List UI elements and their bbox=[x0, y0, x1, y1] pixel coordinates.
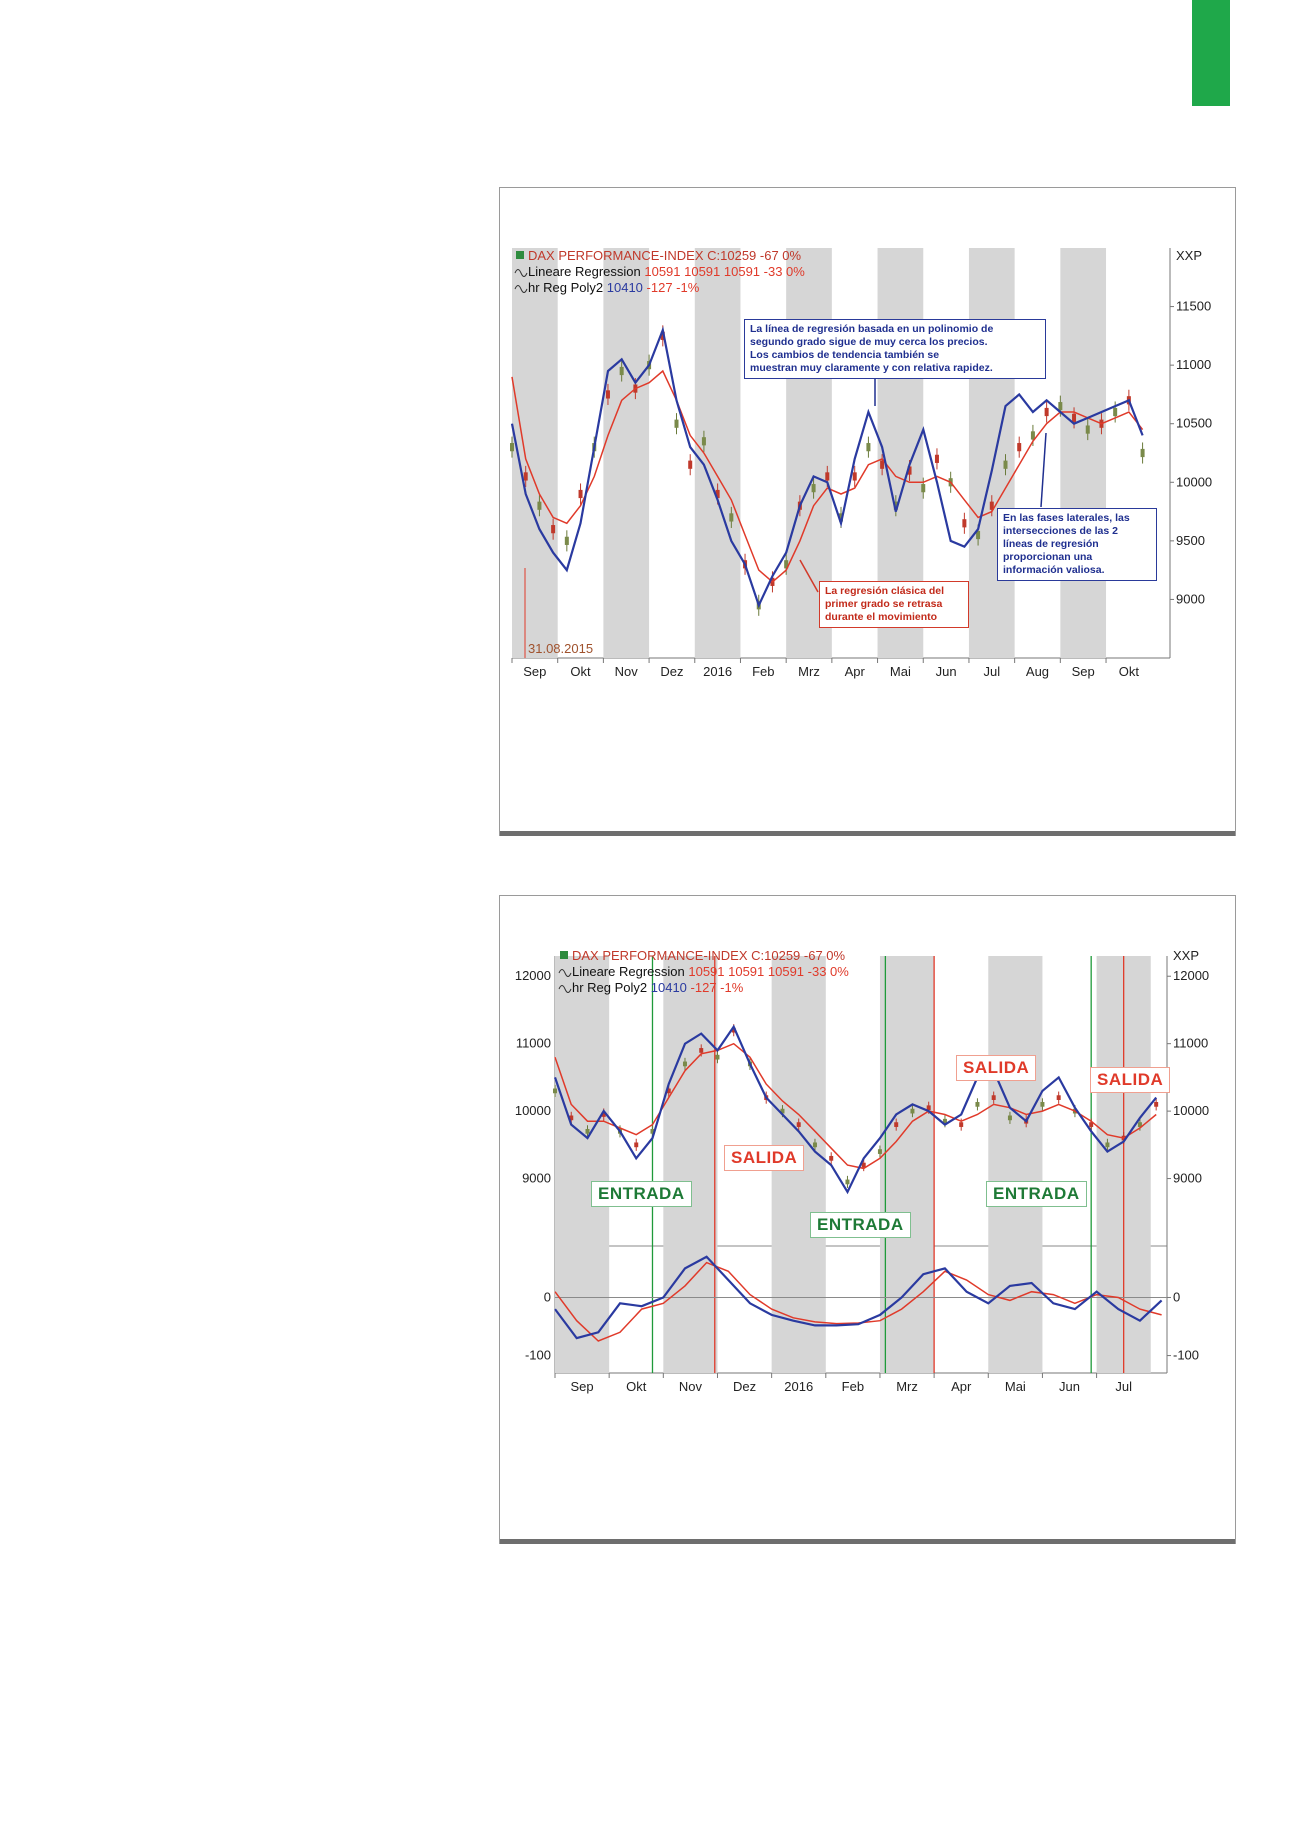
chart2-legend-row bbox=[572, 948, 846, 963]
chart1-price-body bbox=[565, 537, 569, 545]
chart2-price-body bbox=[910, 1109, 914, 1114]
chart1-ytick-label: 10500 bbox=[1176, 415, 1213, 431]
chart2-price-body bbox=[845, 1180, 849, 1185]
annotation-linear-line-2: primer grado se retrasa bbox=[825, 598, 943, 610]
chart1-price-body bbox=[510, 443, 514, 451]
chart1-legend-name: Lineare Regression bbox=[528, 264, 645, 279]
chart1-shade-band bbox=[969, 248, 1015, 658]
chart1-ytick-label: 9000 bbox=[1176, 591, 1205, 607]
chart2-ytick-label-left: 11000 bbox=[515, 1035, 551, 1051]
chart1-legend-swatch-price bbox=[516, 251, 524, 259]
chart2-ytick-label: 9000 bbox=[1173, 1170, 1202, 1186]
chart1-xtick-label: Mrz bbox=[798, 664, 820, 679]
panel-2-bottom-rule bbox=[500, 1539, 1235, 1544]
chart2-price-body bbox=[959, 1122, 963, 1127]
chart1-shade-band bbox=[1060, 248, 1106, 658]
chart1-legend-values: C:10259 -67 0% bbox=[707, 248, 802, 263]
chart2-ytick-label: 12000 bbox=[1173, 968, 1210, 984]
chart1-shade-band bbox=[603, 248, 649, 658]
chart2-legend-name: hr Reg Poly2 bbox=[572, 980, 651, 995]
chart2-osc-xtick-label: Nov bbox=[678, 1379, 702, 1394]
chart1-price-body bbox=[1086, 425, 1090, 433]
chart1-legend-values2: -127 -1% bbox=[646, 280, 700, 295]
chart1-xtick-label: Nov bbox=[614, 664, 638, 679]
chart2-legend-values: 10410 bbox=[650, 980, 691, 995]
chart2-legend-values: 10591 10591 10591 -33 0% bbox=[688, 964, 849, 979]
chart2-ytick-label: 10000 bbox=[1173, 1103, 1210, 1119]
chart1-price-body bbox=[606, 390, 610, 398]
chart1-xtick-label: Feb bbox=[752, 664, 775, 679]
chart1-price-body bbox=[962, 519, 966, 527]
chart2-ytick-label-left: 10000 bbox=[514, 1103, 551, 1119]
chart1-legend-row bbox=[528, 264, 805, 279]
chart1-ytick-label: 10000 bbox=[1176, 474, 1213, 490]
chart1-price-body bbox=[921, 484, 925, 492]
chart2-shade-band bbox=[555, 956, 609, 1373]
chart2-legend-name: Lineare Regression bbox=[572, 964, 689, 979]
chart1-legend-row bbox=[528, 280, 700, 295]
chart2-legend-values: C:10259 -67 0% bbox=[751, 948, 846, 963]
chart1-price-body bbox=[1045, 408, 1049, 416]
chart1-price-body bbox=[812, 484, 816, 492]
chart2-osc-xtick-label: Dez bbox=[732, 1379, 757, 1394]
chart1-legend-name: DAX PERFORMANCE-INDEX bbox=[528, 248, 708, 263]
chart2-legend-name: DAX PERFORMANCE-INDEX bbox=[572, 948, 752, 963]
chart1-price-body bbox=[1017, 443, 1021, 451]
chart2-osc-xtick-label: Mai bbox=[1004, 1379, 1026, 1394]
section-tab bbox=[1192, 0, 1230, 106]
chart1-legend-values: 10591 10591 10591 -33 0% bbox=[644, 264, 805, 279]
chart1-price-body bbox=[935, 455, 939, 463]
chart2-price-body bbox=[683, 1062, 687, 1067]
chart2-legend-swatch-price bbox=[560, 951, 568, 959]
chart1-price-body bbox=[688, 461, 692, 469]
chart1-price-body bbox=[1058, 402, 1062, 410]
chart2-series-linear bbox=[555, 1044, 1156, 1169]
chart2-osc-xtick-label: Mrz bbox=[896, 1379, 918, 1394]
chart2-price-body bbox=[894, 1122, 898, 1127]
chart1-price-body bbox=[524, 472, 528, 480]
chart2-osc-xtick-label: 2016 bbox=[784, 1379, 814, 1394]
chart1-shade-band bbox=[512, 248, 558, 658]
chart1-xtick-label: Dez bbox=[660, 664, 684, 679]
chart1-price-body bbox=[866, 443, 870, 451]
chart2-osc-xtick-label: Jul bbox=[1115, 1379, 1132, 1394]
chart2-legend-row bbox=[572, 980, 744, 995]
chart1-xtick-label: Jul bbox=[983, 664, 1001, 679]
entrada-label-1: ENTRADA bbox=[591, 1181, 692, 1207]
chart1-legend-values: 10410 bbox=[606, 280, 647, 295]
chart2-price-body bbox=[975, 1102, 979, 1107]
annotation-lateral-line-1: En las fases laterales, las bbox=[1003, 512, 1130, 524]
chart2-legend-values2: -127 -1% bbox=[690, 980, 744, 995]
chart2-osc-xtick-label: Apr bbox=[951, 1379, 972, 1394]
chart2-legend-row bbox=[572, 964, 849, 979]
chart2-osc-ytick-label-left: -100 bbox=[524, 1347, 551, 1363]
entrada-label-2: ENTRADA bbox=[810, 1212, 911, 1238]
annotation-poly-line-1: La línea de regresión basada en un polinomio de bbox=[750, 323, 994, 335]
chart2-scale-label: XXP bbox=[1173, 948, 1200, 963]
chart1-xtick-label: Sep bbox=[523, 664, 547, 679]
chart2-price-body bbox=[829, 1156, 833, 1161]
chart1-price-body bbox=[1141, 449, 1145, 457]
chart1-scale-label: XXP bbox=[1176, 248, 1203, 263]
salida-label-3: SALIDA bbox=[1090, 1067, 1170, 1093]
chart1-price-body bbox=[1004, 461, 1008, 469]
chart1-date-label: 31.08.2015 bbox=[528, 641, 594, 656]
chart1-shade-band bbox=[695, 248, 741, 658]
chart1-arrow-lateral bbox=[1041, 433, 1046, 507]
annotation-lateral-line-4: proporcionan una bbox=[1003, 551, 1093, 563]
chart1-price-body bbox=[551, 525, 555, 533]
chart2-price-body bbox=[1105, 1142, 1109, 1147]
annotation-poly bbox=[744, 319, 1046, 379]
chart2-price-body bbox=[1040, 1102, 1044, 1107]
chart1-price-body bbox=[579, 490, 583, 498]
salida-label-1: SALIDA bbox=[724, 1145, 804, 1171]
chart2-ytick-label-left: 12000 bbox=[514, 968, 551, 984]
annotation-poly-line-2: segundo grado sigue de muy cerca los precios. bbox=[750, 336, 988, 348]
chart1-ytick-label: 9500 bbox=[1176, 532, 1205, 548]
chart1-price-body bbox=[675, 420, 679, 428]
chart1-price-body bbox=[1113, 408, 1117, 416]
annotation-poly-line-3: Los cambios de tendencia también se bbox=[750, 349, 940, 361]
chart1-xtick-label: Jun bbox=[935, 664, 957, 679]
chart2-osc-xtick-label: Sep bbox=[570, 1379, 594, 1394]
chart2-price-body bbox=[699, 1048, 703, 1053]
chart2-price-body bbox=[1154, 1102, 1158, 1107]
chart2-osc-xtick-label: Jun bbox=[1059, 1379, 1080, 1394]
chart1-ytick-label: 11500 bbox=[1176, 298, 1212, 314]
annotation-lateral-line-3: líneas de regresión bbox=[1003, 538, 1099, 550]
chart1-price-body bbox=[825, 472, 829, 480]
chart1-xtick-label: Okt bbox=[570, 664, 591, 679]
chart2-osc-xtick-label: Feb bbox=[841, 1379, 865, 1394]
chart1-ytick-label: 11000 bbox=[1176, 357, 1212, 373]
chart2-osc-ytick-label: 0 bbox=[1173, 1289, 1181, 1305]
chart2-shade-band bbox=[988, 956, 1042, 1373]
chart1-xtick-label: Okt bbox=[1118, 664, 1139, 679]
chart2-osc-ytick-label: -100 bbox=[1173, 1347, 1200, 1363]
chart2-price-body bbox=[878, 1149, 882, 1154]
chart2-price-body bbox=[813, 1142, 817, 1147]
chart1-price-body bbox=[620, 367, 624, 375]
chart2-osc-ytick-label-left: 0 bbox=[543, 1289, 551, 1305]
chart-panel-1 bbox=[499, 187, 1236, 836]
chart2-price-body bbox=[797, 1122, 801, 1127]
chart1-xtick-label: Apr bbox=[844, 664, 865, 679]
chart1-price-body bbox=[853, 472, 857, 480]
annotation-poly-line-4: muestran muy claramente y con relativa rapidez. bbox=[750, 362, 993, 374]
chart-panel-2 bbox=[499, 895, 1236, 1544]
chart2-osc-xtick-label: Okt bbox=[626, 1379, 647, 1394]
panel-1-bottom-rule bbox=[500, 831, 1235, 836]
annotation-linear-line-3: durante el movimiento bbox=[825, 611, 938, 623]
chart1-xtick-label: Mai bbox=[889, 664, 911, 679]
chart2-price-body bbox=[1057, 1095, 1061, 1100]
chart1-price-body bbox=[729, 513, 733, 521]
chart1-xtick-label: 2016 bbox=[703, 664, 733, 679]
annotation-linear-line-1: La regresión clásica del bbox=[825, 585, 945, 597]
chart1-xtick-label: Sep bbox=[1071, 664, 1095, 679]
entrada-label-3: ENTRADA bbox=[986, 1181, 1087, 1207]
chart2-price-body bbox=[634, 1142, 638, 1147]
chart2-shade-band bbox=[880, 956, 934, 1373]
annotation-lateral bbox=[997, 508, 1157, 581]
chart1-xtick-label: Aug bbox=[1025, 664, 1050, 679]
chart2-price-body bbox=[553, 1089, 557, 1094]
chart2-osc-series-linear bbox=[555, 1263, 1162, 1341]
annotation-lateral-line-5: información valiosa. bbox=[1003, 564, 1105, 576]
chart1-price-body bbox=[1072, 414, 1076, 422]
salida-label-2: SALIDA bbox=[956, 1055, 1036, 1081]
chart2-price-body bbox=[585, 1129, 589, 1134]
chart1-price-body bbox=[702, 437, 706, 445]
chart1-legend-name: hr Reg Poly2 bbox=[528, 280, 607, 295]
chart2-ytick-label-left: 9000 bbox=[522, 1170, 551, 1186]
chart2-price-body bbox=[1008, 1116, 1012, 1121]
chart2-ytick-label: 11000 bbox=[1173, 1035, 1209, 1051]
chart2-shade-band bbox=[663, 956, 717, 1373]
chart1-price-body bbox=[537, 502, 541, 510]
chart1-legend-row bbox=[528, 248, 802, 263]
annotation-linear bbox=[819, 581, 969, 628]
annotation-lateral-line-2: intersecciones de las 2 bbox=[1003, 525, 1118, 537]
chart2-price-body bbox=[715, 1055, 719, 1060]
chart2-price-body bbox=[992, 1095, 996, 1100]
